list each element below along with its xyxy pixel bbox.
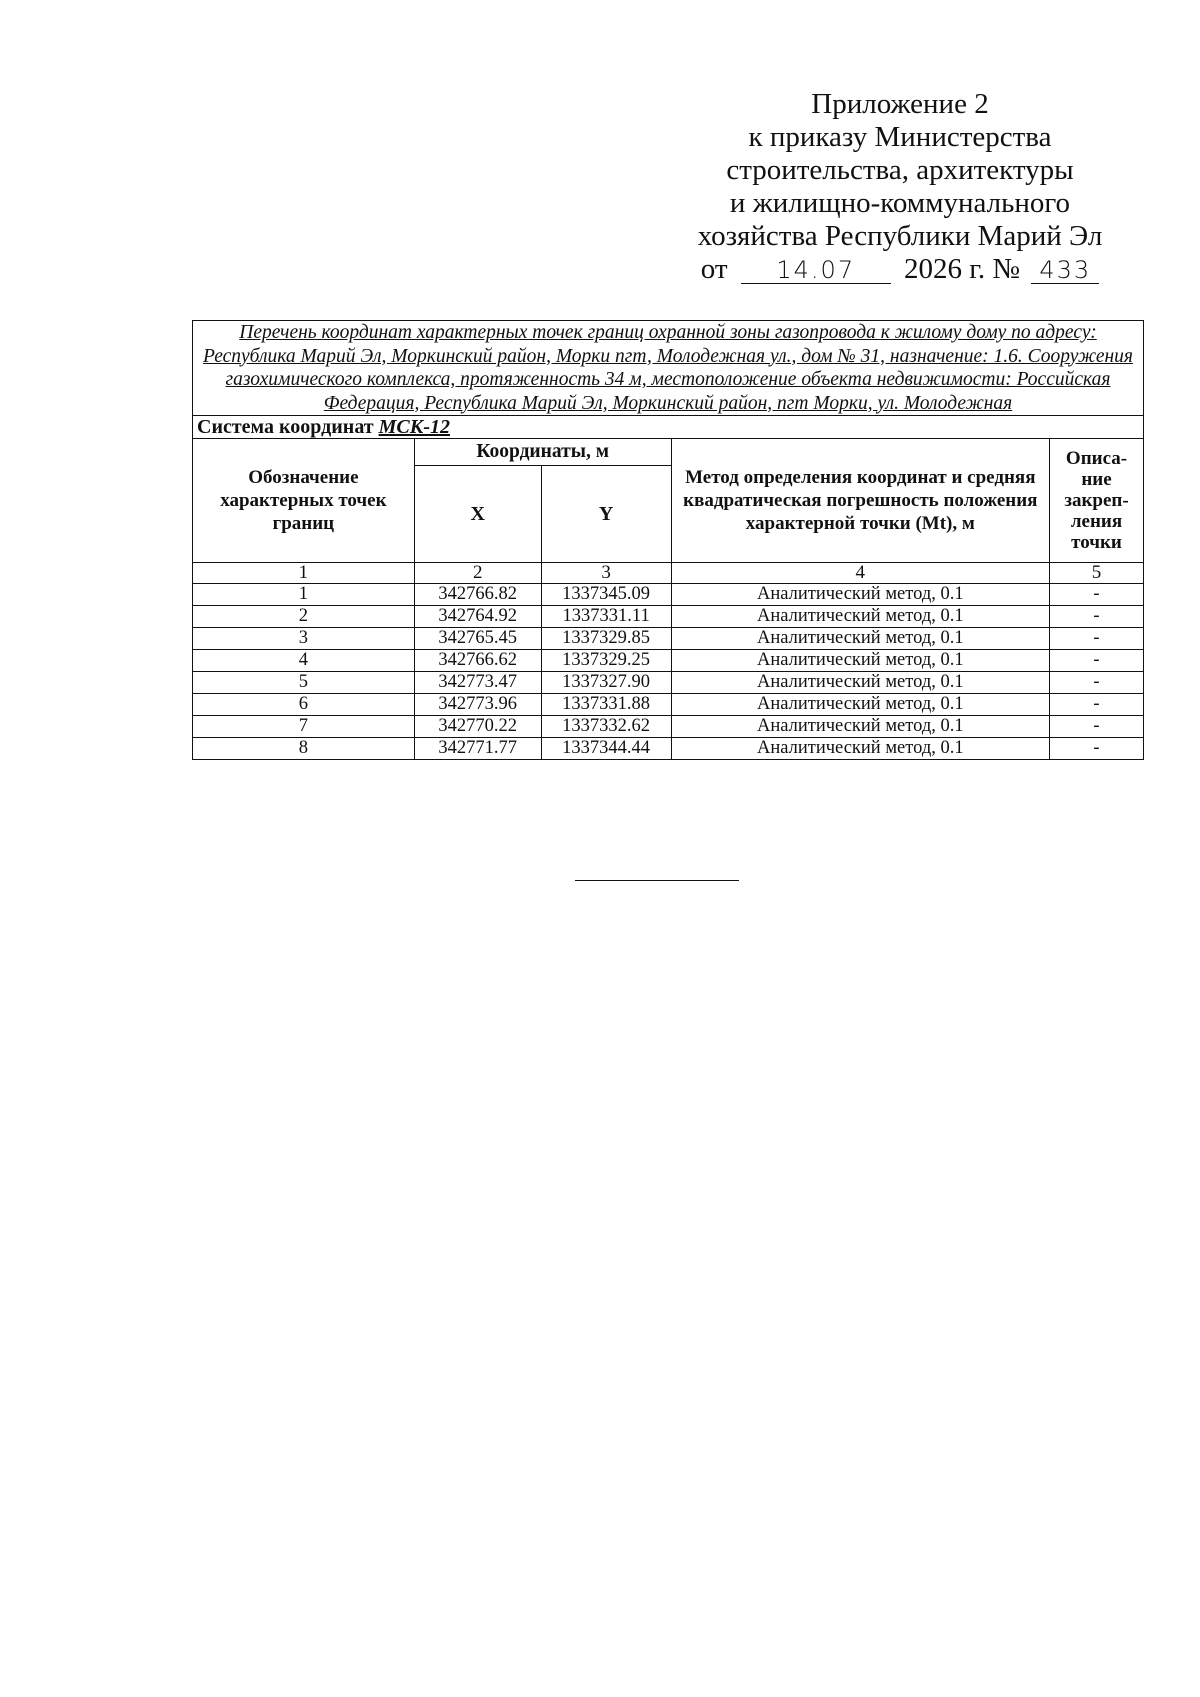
header-y: Y bbox=[541, 466, 671, 563]
cell-y: 1337345.09 bbox=[541, 584, 671, 606]
cell-point: 8 bbox=[193, 738, 415, 760]
cell-description: - bbox=[1050, 584, 1144, 606]
cell-x: 342764.92 bbox=[414, 606, 541, 628]
coordinate-system-label: Система координат bbox=[197, 416, 374, 438]
column-number: 4 bbox=[671, 563, 1049, 584]
table-row bbox=[193, 628, 1144, 650]
coordinates-table bbox=[192, 320, 1144, 760]
cell-description: - bbox=[1050, 694, 1144, 716]
table-row bbox=[193, 606, 1144, 628]
header-description-line: ние bbox=[1081, 469, 1112, 490]
column-number: 3 bbox=[541, 563, 671, 584]
document-header bbox=[680, 88, 1120, 286]
year-text: 2026 г. № bbox=[904, 253, 1021, 285]
cell-x: 342765.45 bbox=[414, 628, 541, 650]
cell-method: Аналитический метод, 0.1 bbox=[671, 694, 1049, 716]
handwritten-date: 14.07 bbox=[741, 257, 891, 284]
table-row bbox=[193, 738, 1144, 760]
cell-point: 4 bbox=[193, 650, 415, 672]
header-description-line: ления bbox=[1070, 511, 1123, 532]
column-number-row bbox=[193, 563, 1144, 584]
cell-description: - bbox=[1050, 650, 1144, 672]
cell-y: 1337332.62 bbox=[541, 716, 671, 738]
coordinate-system bbox=[193, 416, 1144, 439]
header-line: Приложение 2 bbox=[811, 88, 989, 120]
cell-y: 1337329.85 bbox=[541, 628, 671, 650]
cell-method: Аналитический метод, 0.1 bbox=[671, 716, 1049, 738]
header-line: хозяйства Республики Марий Эл bbox=[697, 220, 1103, 252]
handwritten-order-number: 433 bbox=[1031, 257, 1099, 284]
header-line: строительства, архитектуры bbox=[726, 154, 1074, 186]
cell-y: 1337331.11 bbox=[541, 606, 671, 628]
cell-x: 342771.77 bbox=[414, 738, 541, 760]
cell-description: - bbox=[1050, 606, 1144, 628]
header-description-line: закреп- bbox=[1064, 490, 1129, 511]
cell-point: 7 bbox=[193, 716, 415, 738]
header-description-line: Описа- bbox=[1065, 448, 1128, 469]
header-line: и жилищно-коммунального bbox=[729, 187, 1071, 219]
cell-x: 342770.22 bbox=[414, 716, 541, 738]
order-date-line bbox=[680, 253, 1120, 286]
cell-point: 1 bbox=[193, 584, 415, 606]
cell-method: Аналитический метод, 0.1 bbox=[671, 738, 1049, 760]
header-description bbox=[1050, 439, 1144, 563]
column-number: 1 bbox=[193, 563, 415, 584]
cell-method: Аналитический метод, 0.1 bbox=[671, 584, 1049, 606]
table-row bbox=[193, 716, 1144, 738]
column-number: 2 bbox=[414, 563, 541, 584]
separator-line bbox=[575, 880, 739, 881]
cell-method: Аналитический метод, 0.1 bbox=[671, 650, 1049, 672]
cell-point: 5 bbox=[193, 672, 415, 694]
cell-y: 1337331.88 bbox=[541, 694, 671, 716]
table-body bbox=[193, 584, 1144, 760]
header-method: Метод определения координат и средняя квадратическая погрешность положения характерной точки (Mt), м bbox=[671, 439, 1049, 563]
cell-description: - bbox=[1050, 628, 1144, 650]
cell-description: - bbox=[1050, 738, 1144, 760]
cell-x: 342773.96 bbox=[414, 694, 541, 716]
table-row bbox=[193, 650, 1144, 672]
header-line: к приказу Министерства bbox=[748, 121, 1052, 153]
header-x: X bbox=[414, 466, 541, 563]
cell-x: 342766.82 bbox=[414, 584, 541, 606]
column-number: 5 bbox=[1050, 563, 1144, 584]
header-description-line: точки bbox=[1071, 532, 1122, 553]
table-caption: Перечень координат характерных точек границ охранной зоны газопровода к жилому дому по адресу: Республика Марий Эл, Моркинский район, Морки пгт, Молодежная ул., дом № 31, назначение: 1.6. Сооружения газохимического комплекса, протяженность 34 м, местоположение объекта недвижимости: Российская Федерация, Республика Марий Эл, Моркинский район, пгт Морки, ул. Молодежная bbox=[193, 321, 1144, 416]
cell-y: 1337329.25 bbox=[541, 650, 671, 672]
cell-method: Аналитический метод, 0.1 bbox=[671, 672, 1049, 694]
cell-method: Аналитический метод, 0.1 bbox=[671, 606, 1049, 628]
table-row bbox=[193, 672, 1144, 694]
cell-method: Аналитический метод, 0.1 bbox=[671, 628, 1049, 650]
header-coordinates: Координаты, м bbox=[414, 439, 671, 466]
cell-point: 2 bbox=[193, 606, 415, 628]
from-prefix: от bbox=[700, 253, 728, 285]
cell-point: 3 bbox=[193, 628, 415, 650]
table-row bbox=[193, 694, 1144, 716]
cell-y: 1337327.90 bbox=[541, 672, 671, 694]
cell-x: 342766.62 bbox=[414, 650, 541, 672]
cell-y: 1337344.44 bbox=[541, 738, 671, 760]
cell-description: - bbox=[1050, 672, 1144, 694]
coordinate-system-value: МСК-12 bbox=[378, 416, 450, 438]
cell-point: 6 bbox=[193, 694, 415, 716]
cell-x: 342773.47 bbox=[414, 672, 541, 694]
cell-description: - bbox=[1050, 716, 1144, 738]
header-point: Обозначение характерных точек границ bbox=[193, 439, 415, 563]
table-row bbox=[193, 584, 1144, 606]
